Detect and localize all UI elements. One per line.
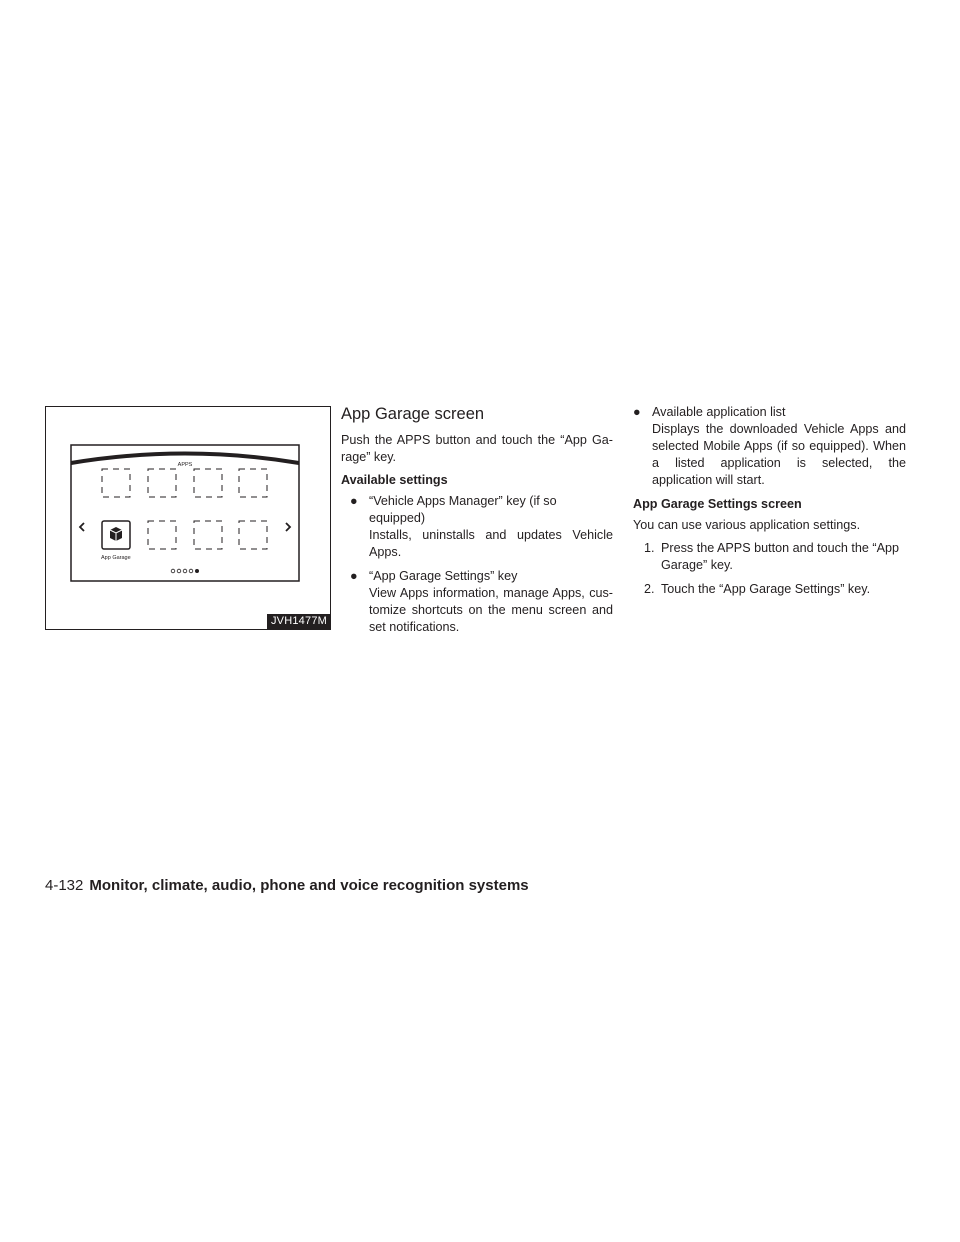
setting-item-app-garage-settings bbox=[350, 568, 613, 636]
step-text: Press the APPS button and touch the “App Garage” key. bbox=[661, 541, 900, 572]
bullet-icon: ● bbox=[633, 405, 641, 419]
chevron-left-icon bbox=[80, 523, 84, 531]
app-slot bbox=[194, 469, 222, 497]
setting-item-available-application-list bbox=[633, 404, 906, 489]
apps-header-label: APPS bbox=[177, 462, 193, 468]
app-slot bbox=[148, 521, 176, 549]
text-column-right bbox=[633, 404, 906, 605]
text-column-middle bbox=[341, 404, 613, 643]
page-footer bbox=[45, 876, 529, 896]
setting-title: “App Garage Settings” key bbox=[369, 569, 518, 583]
setting-text: View Apps information, manage Apps, cus- tomize shortcuts on the menu screen and set notifications. bbox=[369, 586, 613, 634]
app-garage-illustration bbox=[45, 406, 331, 630]
page-number: 4-132 bbox=[45, 877, 84, 894]
footer-section-name: Monitor, climate, audio, phone and voice recognition systems bbox=[89, 877, 529, 894]
page-indicator-dots bbox=[171, 569, 199, 573]
step-number: 1. bbox=[644, 541, 655, 555]
step-item bbox=[633, 540, 906, 574]
figure-code: JVH1477M bbox=[267, 614, 330, 629]
app-garage-label: App Garage bbox=[101, 555, 131, 561]
app-slots-bottom bbox=[148, 521, 267, 549]
section-title: App Garage screen bbox=[341, 405, 485, 423]
app-slot bbox=[102, 469, 130, 497]
available-settings-heading: Available settings bbox=[341, 473, 448, 487]
chevron-right-icon bbox=[286, 523, 290, 531]
step-text: Touch the “App Garage Settings” key. bbox=[661, 582, 871, 596]
setting-title: Available application list bbox=[652, 405, 786, 419]
bullet-icon: ● bbox=[350, 494, 358, 508]
bullet-icon: ● bbox=[350, 569, 358, 583]
app-slot bbox=[239, 521, 267, 549]
setting-text: Installs, uninstalls and updates Vehicle Apps. bbox=[369, 528, 613, 559]
app-slot bbox=[239, 469, 267, 497]
app-slot bbox=[148, 469, 176, 497]
setting-item-vehicle-apps-manager bbox=[350, 493, 613, 561]
app-slots-top bbox=[102, 469, 267, 497]
setting-title: “Vehicle Apps Manager” key (if so equipped) bbox=[369, 494, 557, 525]
intro-paragraph: Push the APPS button and touch the “App Ga- rage” key. bbox=[341, 433, 613, 464]
setting-text: Displays the downloaded Vehicle Apps and selected Mobile Apps (if so equipped). When a listed application is selected, the application will start. bbox=[652, 422, 906, 487]
screen-drawing bbox=[46, 407, 332, 631]
app-slot bbox=[194, 521, 222, 549]
settings-screen-heading: App Garage Settings screen bbox=[633, 497, 802, 511]
step-number: 2. bbox=[644, 582, 655, 596]
step-item bbox=[633, 581, 906, 598]
settings-screen-intro: You can use various application settings. bbox=[633, 518, 861, 532]
